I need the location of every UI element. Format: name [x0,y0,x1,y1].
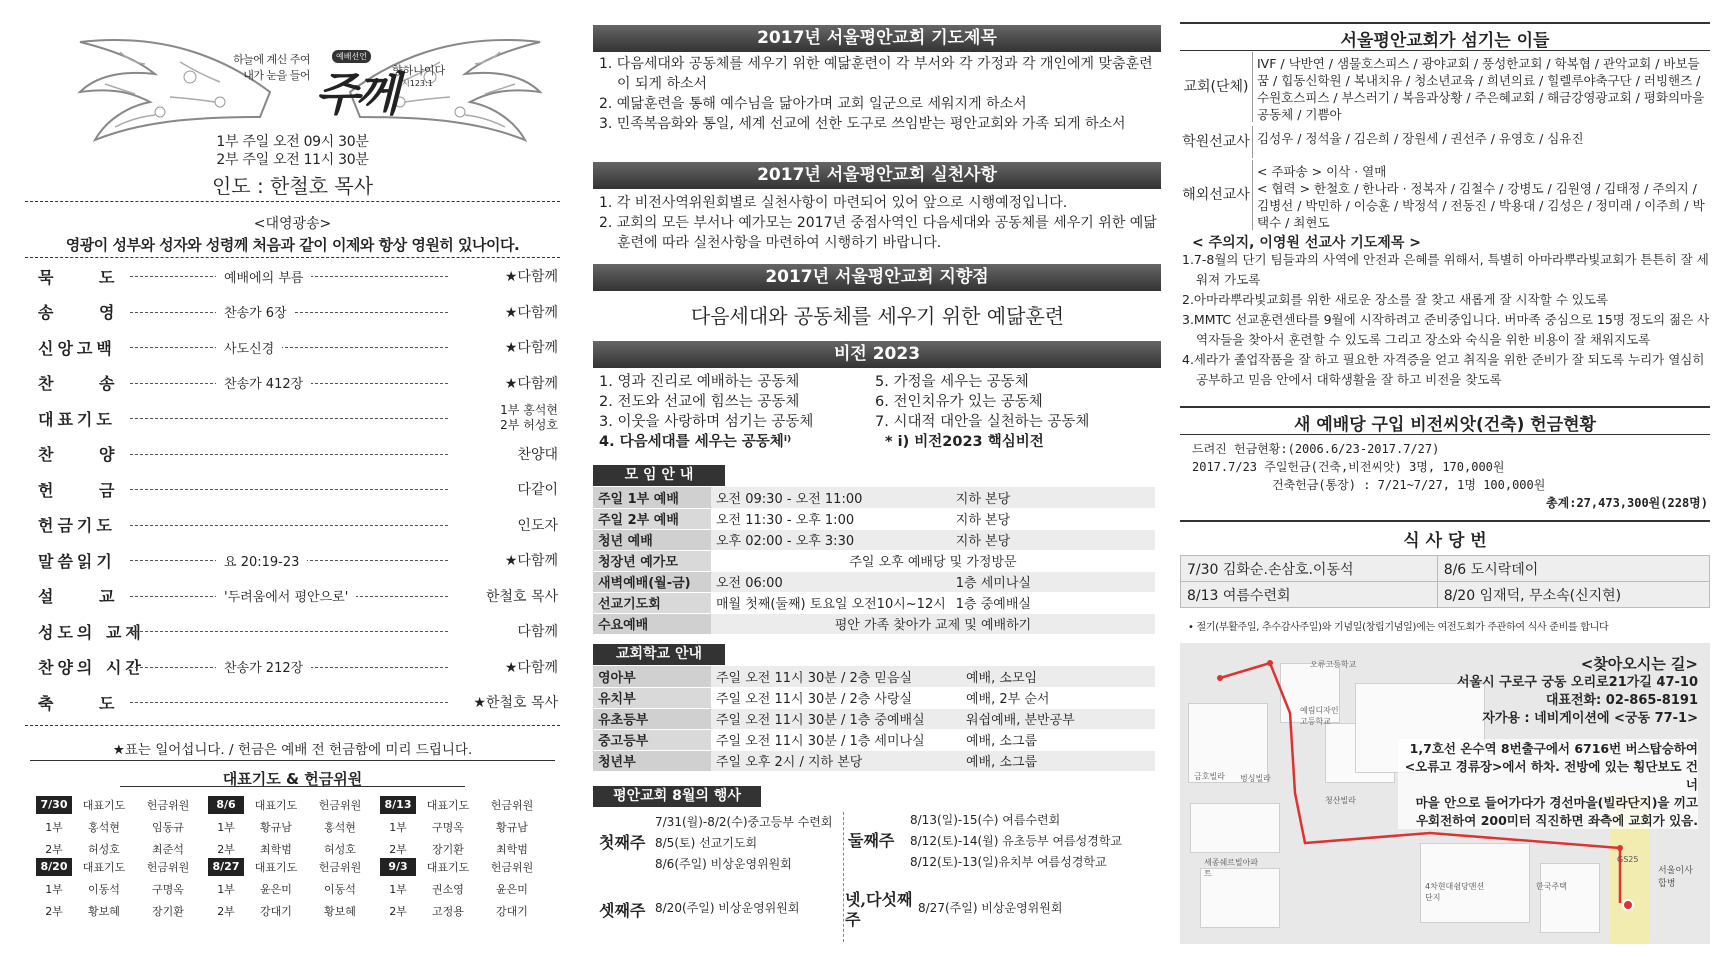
table-cell: 주일 오전 11시 30분 / 2층 믿음실 [711,666,961,687]
divider [120,786,465,787]
fund-title: 새 예배당 구입 비전씨앗(건축) 헌금현황 [1294,415,1596,435]
church-info-column [585,0,1170,959]
divider [25,257,560,258]
order-person: 다함께 [517,624,558,640]
overseas-sent: < 주파송 > 이삭 · 열매 [1257,164,1387,179]
order-row [38,404,558,432]
duty-cell: 2부 [389,905,407,918]
mission-prayer-list [1182,250,1712,390]
order-row [38,546,558,574]
table-cell: 매월 첫째(둘째) 토요일 오전10시~12시 [711,592,951,613]
table-row [593,529,1155,550]
table-cell: 주일 오후 예배당 및 가정방문 [711,550,1155,571]
duty-cell: 권소영 [432,883,464,896]
table-cell: 예배, 소그룹 [961,729,1155,750]
table-cell: 오전 11:30 - 오후 1:00 [711,508,951,529]
order-person: ★한철호 목사 [473,695,558,711]
table-cell: 1층 세미나실 [951,571,1155,592]
missions-campus [1180,126,1710,158]
logo-verse-ref: 시123:1 [402,79,433,88]
vision-title: 비전 2023 [593,341,1161,368]
meal-cell: 8/6 도시락데이 [1437,556,1709,582]
service-times: 1부 주일 오전 09시 30분 2부 주일 오전 11시 30분 [216,134,369,168]
prayer-topics-title: 2017년 서울평안교회 기도제목 [593,25,1161,52]
table-row [593,487,1155,508]
meetings-title: 모 임 안 내 [593,465,725,486]
duty-cell: 8/6 [208,796,244,814]
missions-campus-list: 김성우 / 정석율 / 김은희 / 장원세 / 권선주 / 유영호 / 심유진 [1252,126,1710,158]
duty-cell: 대표기도 [254,799,298,812]
mission-prayer-item: 1.7-8월의 단기 팀들과의 사역에 안전과 은혜를 위해서, 특별히 아마라뿌라빛교회가 튼튼히 잘 세워져 가도록 [1182,252,1709,287]
map-label: 금호빌라 [1194,772,1225,781]
table-cell: 예배, 2부 순서 [961,687,1155,708]
mission-prayer-item: 2.아마라뿌라빛교회를 위한 새로운 장소를 잘 찾고 새롭게 잘 시작할 수 있도록 [1182,292,1608,307]
table-cell: 주일 2부 예배 [593,508,711,529]
order-row [38,511,558,539]
table-row [593,729,1155,750]
map-label: 오류고등학교 [1310,660,1357,669]
doxology-title: <대영광송> [253,216,332,232]
divider [843,812,844,942]
duty-block [380,856,553,922]
mission-prayer-title: < 주의지, 이영원 선교사 기도제목 > [1192,235,1421,251]
order-label: 말씀읽기 [38,551,116,571]
duty-cell: 헌금위원 [146,861,190,874]
vision-item: 2. 전도와 선교에 힘쓰는 공동체 [599,394,800,410]
order-content: 찬송가 412장 [216,373,311,392]
order-person: 인도자 [517,517,558,534]
practice-title: 2017년 서울평안교회 실천사항 [593,162,1161,189]
table-row [593,571,1155,592]
table-cell: 영아부 [593,666,711,687]
table-cell: 중고등부 [593,729,711,750]
duty-cell: 2부 [45,843,63,856]
order-label: 찬양의 시간 [38,658,145,677]
divider [1180,22,1710,24]
duty-cell: 황보혜 [324,905,356,918]
order-label: 헌 금 [38,480,135,500]
map-directions: 1,7호선 온수역 8번출구에서 6716번 버스탑승하여 <오류고 경류장>에서 하차. 전방에 있는 횡단보도 건너 마을 안으로 들어가다가 경선마을(빌라단지)을 끼고 우회전하여 200미터 직진하면 좌측에 교회가 있음. [1398,739,1698,829]
duty-cell: 윤은미 [496,883,528,896]
table-cell: 지하 본당 [951,487,1155,508]
table-cell: 유초등부 [593,708,711,729]
table-row [593,592,1155,613]
duty-cell: 최학범 [496,843,528,856]
vision-note: * i) 비전2023 핵심비전 [885,434,1044,450]
duty-cell: 황보혜 [88,905,120,918]
table-cell: 워쉽예배, 분반공부 [961,708,1155,729]
table-cell: 청년부 [593,750,711,771]
order-row [38,369,558,397]
divider [1180,406,1710,408]
missions-title: 서울평안교회가 섬기는 이들 [1340,31,1550,51]
order-person: 1부 홍석현 2부 허성호 [500,403,558,432]
duty-block [36,794,209,860]
duty-cell: 황규남 [260,821,292,834]
prayer-topic: 1. 다음세대와 공동체를 세우기 위한 예닮훈련이 각 부서와 각 가정과 각 개인에게 맞춤훈련이 되게 하소서 [599,56,1153,92]
location-map [1180,643,1710,944]
map-address: 서울시 구로구 궁동 오리로21가길 47-10 [1456,675,1698,690]
duty-cell: 이동석 [324,883,356,896]
order-row [38,582,558,610]
duty-cell: 9/3 [380,858,416,876]
week3-events: 8/20(주일) 비상운영위원회 [655,901,800,915]
table-cell: 주일 오전 11시 30분 / 2층 사랑실 [711,687,961,708]
table-cell: 평안 가족 찾아가 교제 및 예배하기 [711,613,1155,634]
order-person: ★다함께 [504,659,558,676]
order-note: ★표는 일어섭니다. / 헌금은 예배 전 헌금함에 미리 드립니다. [112,742,473,758]
order-label: 신앙고백 [38,338,116,358]
table-cell: 예배, 소모임 [961,666,1155,687]
duty-cell: 2부 [45,905,63,918]
divider [25,201,560,202]
duty-cell: 헌금위원 [318,861,362,874]
fund-period: 드려진 헌금현황:(2006.6/23-2017.7/27) [1192,442,1440,456]
divider [1180,50,1710,51]
duty-cell: 대표기도 [426,861,470,874]
table-cell: 수요예배 [593,613,711,634]
order-person: 한철호 목사 [485,588,558,605]
order-label: 묵 도 [38,267,135,287]
duty-cell: 1부 [389,883,407,896]
duty-cell: 8/13 [380,796,416,814]
map-phone: 대표전화: 02-865-8191 [1545,693,1698,708]
map-title: <찾아오시는 길> [1580,655,1698,673]
missions-overseas [1180,160,1710,230]
table-cell: 주일 1부 예배 [593,487,711,508]
doxology-text: 영광이 성부와 성자와 성령께 처음과 같이 이제와 항상 영원히 있나이다. [65,236,520,254]
duty-cell: 강대기 [260,905,292,918]
order-label: 대표기도 [38,409,116,429]
map-label: 벙싱빌라 [1240,774,1271,783]
order-person: ★다함께 [504,375,558,392]
duty-cell: 장기환 [432,843,464,856]
order-label: 설 교 [38,587,135,606]
practice-list [599,193,1159,253]
fund-total: 총계:27,473,300원(228명) [1546,496,1708,510]
map-label: 세종쉐르빌아파트 [1204,858,1259,878]
duty-cell: 헌금위원 [490,799,534,812]
duty-cell: 8/27 [208,858,244,876]
order-row [38,298,558,326]
missions-churches-label: 교회(단체) [1183,78,1249,95]
prayer-topics-list [599,54,1159,134]
vision-item: 6. 전인치유가 있는 공동체 [875,394,1043,410]
school-title: 교회학교 안내 [593,644,725,665]
map-label: 예림디자인고등학교 [1300,706,1339,726]
meal-cell: 8/13 여름수련회 [1181,582,1438,608]
duty-cell: 윤은미 [260,883,292,896]
order-label: 성도의 교제 [38,622,145,642]
duty-cell: 헌금위원 [490,861,534,874]
week1-events: 7/31(월)-8/2(수)중고등부 수련회 8/5(토) 선교기도회 8/6(주일) 비상운영위원회 [655,815,833,871]
table-row [593,750,1155,771]
duty-cell: 임동규 [152,821,184,834]
duty-cell: 허성호 [324,843,356,856]
order-row [38,653,558,681]
order-label: 찬 양 [38,445,135,464]
order-person: 찬양대 [517,446,558,463]
duty-block [208,856,381,922]
duty-cell: 구명옥 [152,883,184,896]
table-cell: 지하 본당 [951,529,1155,550]
duty-cell: 최학범 [260,843,292,856]
duty-cell: 7/30 [36,796,72,814]
order-content: 사도신경 [216,338,282,357]
duty-cell: 헌금위원 [146,799,190,812]
order-row [38,475,558,503]
meal-cell: 8/20 임재덕, 무소속(신지현) [1437,582,1709,608]
table-cell: 청년 예배 [593,529,711,550]
table-row [593,508,1155,529]
logo-badge: 예배선언 [332,50,371,63]
order-person: ★다함께 [504,269,558,285]
events-title: 평안교회 8월의 행사 [593,786,761,807]
table-cell: 1층 중예배실 [951,592,1155,613]
order-content: 예배에의 부름 [216,267,311,286]
duty-cell: 장기환 [152,905,184,918]
week3-label: 셋째주 [599,901,646,920]
order-row [38,688,558,716]
order-content: 찬송가 6장 [216,302,295,321]
missions-column [1170,0,1720,959]
order-row [38,262,558,290]
map-label: 4차현대쉼당맨션단지 [1425,882,1485,902]
direction-title: 2017년 서울평안교회 지향점 [593,264,1161,291]
order-content: 요 20:19-23 [216,551,307,570]
duty-cell: 1부 [217,883,235,896]
fund-bank: 건축헌금(통장) : 7/21~7/27, 1명 100,000원 [1272,478,1546,492]
table-row [593,666,1155,687]
vision-item: 7. 시대적 대안을 실천하는 공동체 [875,414,1090,430]
meetings-table [593,487,1155,635]
service-leader: 인도 : 한철호 목사 [211,174,374,198]
duty-cell: 8/20 [36,858,72,876]
table-row [593,708,1155,729]
duty-cell: 2부 [389,843,407,856]
duty-cell: 대표기도 [254,861,298,874]
duty-cell: 1부 [389,821,407,834]
missions-overseas-label: 해외선교사 [1182,186,1250,203]
meal-table [1180,555,1710,608]
duty-cell: 허성호 [88,843,120,856]
map-label: 청산빌라 [1325,796,1356,805]
fund-sunday: 2017.7/23 주일헌금(건축,비전씨앗) 3명, 170,000원 [1192,460,1505,474]
duty-cell: 홍석현 [88,821,120,834]
duty-cell: 대표기도 [82,861,126,874]
duty-cell: 최준석 [152,843,184,856]
vision-item: 4. 다음세대를 세우는 공동체ⁱ⁾ [599,434,792,450]
missions-campus-label: 학원선교사 [1182,133,1250,150]
divider [1180,434,1710,435]
table-cell: 지하 본당 [951,508,1155,529]
duty-block [380,794,553,860]
week4-label: 넷,다섯째주 [845,890,913,929]
map-label: GS25 [1617,855,1639,864]
overseas-partner: < 협력 > 한철호 / 한나라 · 정복자 / 김철수 / 강병도 / 김원영 / 김태정 / 주의지 / 김병선 / 박민하 / 이승훈 / 박정석 / 전동진 / 박용대 / 김성은 / 정미래 / 이주희 / 박택수 / 최현도 [1257,181,1705,230]
table-row [593,613,1155,634]
table-cell: 새벽예배(월-금) [593,571,711,592]
table-row [593,687,1155,708]
map-label: 한국주택 [1536,882,1567,891]
order-row [38,440,558,468]
duty-cell: 헌금위원 [318,799,362,812]
meal-note: • 절기(부활주일, 추수감사주일)와 기념일(창립기념일)에는 여전도회가 주관하여 식사 준비를 합니다 [1188,622,1609,633]
order-label: 축 도 [38,693,135,713]
missions-churches-list: IVF / 낙반연 / 샘물호스피스 / 광야교회 / 풍성한교회 / 학복협 / 관악교회 / 바보들꿈 / 힙동신학원 / 복내치유 / 청소년교육 / 희년의료 / 힐렐루야축구단 / 러빙핸즈 / 수원호스피스 / 부스러기 / 복음과상황 / 주은혜교회 / 해금강영광교회 / 평화의마을공동체 / 기쁨아 [1252,52,1710,122]
duty-cell: 구명옥 [432,821,464,834]
duty-block [36,856,209,922]
vision-item: 5. 가정을 세우는 공동체 [875,374,1029,390]
meal-cell: 7/30 김화순.손삼호.이동석 [1181,556,1438,582]
order-content: '두려움에서 평안으로' [216,586,356,605]
table-cell: 오전 09:30 - 오전 11:00 [711,487,951,508]
order-row [38,333,558,361]
table-cell: 오전 06:00 [711,571,951,592]
table-row [593,550,1155,571]
duty-cell: 1부 [45,883,63,896]
prayer-topic: 2. 예닮훈련을 통해 예수님을 닮아가며 교회 일군으로 세워지게 하소서 [599,96,1027,112]
order-person: ★다함께 [504,340,558,356]
table-cell: 주일 오후 2시 / 지하 본당 [711,750,961,771]
duty-cell: 2부 [217,905,235,918]
week1-label: 첫째주 [599,833,646,852]
order-content: 찬송가 212장 [216,657,311,676]
order-label: 송 영 [38,303,135,322]
table-cell: 유치부 [593,687,711,708]
week2-events: 8/13(일)-15(수) 여름수련회 8/12(토)-14(월) 유초등부 여름성경학교 8/12(토)-13(일)유치부 여름성경학교 [910,813,1123,869]
direction-text: 다음세대와 공동체를 세우기 위한 예닮훈련 [690,304,1065,328]
duty-cell: 대표기도 [82,799,126,812]
duty-cell: 대표기도 [426,799,470,812]
order-person: 다같이 [517,482,558,498]
school-table [593,666,1155,772]
order-label: 찬 송 [38,374,135,393]
order-person: ★다함께 [504,553,558,569]
duty-cell: 강대기 [496,905,528,918]
duty-cell: 2부 [217,843,235,856]
table-cell: 주일 오전 11시 30분 / 1층 중예배실 [711,708,961,729]
mission-prayer-item: 4.세라가 졸업작품을 잘 하고 필요한 자격증을 얻고 취직을 위한 준비가 잘 되도록 누리가 열심히 공부하고 믿음 안에서 대학생활을 잘 하고 비전을 찾도록 [1182,352,1705,387]
order-of-worship-column [0,0,585,959]
missions-churches [1180,52,1710,122]
divider [30,760,555,761]
practice-item: 2. 교회의 모든 부서나 예가모는 2017년 중점사역인 다음세대와 공동체를 세우기 위한 예닮훈련에 따라 실천사항을 마련하여 시행하기 바랍니다. [599,215,1157,251]
order-person: ★다함께 [504,304,558,321]
order-label: 헌금기도 [38,516,116,535]
duty-block [208,794,381,860]
vision-item: 3. 이웃을 사랑하며 섬기는 공동체 [599,414,814,430]
table-cell: 오후 02:00 - 오후 3:30 [711,529,951,550]
logo-text-right: 향하나이다 [392,64,446,77]
divider [1180,520,1710,522]
logo-text-left: 하늘에 계신 주여 내가 눈을 들어 [233,53,310,82]
order-row [38,617,558,645]
logo-title: 주께 [315,67,396,121]
table-cell: 주일 오전 11시 30분 / 1층 세미나실 [711,729,961,750]
duty-title: 대표기도 & 헌금위원 [222,770,363,788]
divider [25,725,560,726]
meal-title: 식 사 당 번 [1403,531,1487,551]
duty-cell: 이동석 [88,883,120,896]
duty-cell: 1부 [45,821,63,834]
table-cell: 청장년 예가모 [593,550,711,571]
duty-cell: 황규남 [496,821,528,834]
practice-item: 1. 각 비전사역위원회별로 실천사항이 마련되어 있어 앞으로 시행예정입니다. [599,195,1068,211]
duty-cell: 고정용 [432,905,464,918]
week2-label: 둘째주 [848,831,895,850]
duty-cell: 1부 [217,821,235,834]
duty-cell: 홍석현 [324,821,356,834]
table-cell: 예배, 소그룹 [961,750,1155,771]
map-label: 서울이사합병 [1658,866,1693,889]
prayer-topic: 3. 민족복음화와 통일, 세계 선교에 선한 도구로 쓰임받는 평안교회와 가족 되게 하소서 [599,116,1126,132]
table-cell: 선교기도회 [593,592,711,613]
map-car: 자가용 : 네비게이션에 <궁동 77-1> [1482,711,1698,726]
vision-item: 1. 영과 진리로 예배하는 공동체 [599,374,800,390]
week4-events: 8/27(주일) 비상운영위원회 [918,901,1063,915]
mission-prayer-item: 3.MMTC 선교훈련센타를 9월에 시작하려고 준비중입니다. 버마족 중심으로 15명 정도의 젊은 사역자들을 찾아서 훈련할 수 있도록 그리고 장소와 숙식을 위한 비용이 잘 채워지도록 [1182,312,1710,347]
